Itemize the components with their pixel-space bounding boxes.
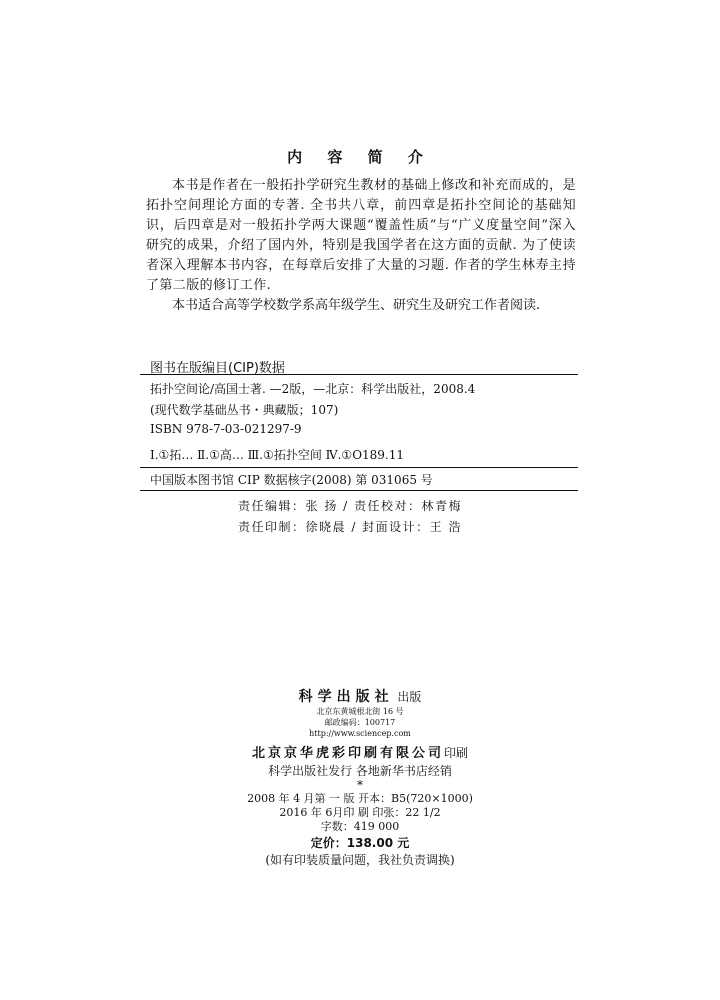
separator-star: *	[357, 778, 363, 792]
edition-line: 字数：419 000	[320, 820, 400, 833]
publisher-name: 科学出版社	[298, 689, 394, 705]
publisher-postcode: 邮政编码：100717	[324, 718, 396, 727]
summary-section	[146, 176, 576, 316]
editorial-credits	[238, 496, 462, 538]
edition-line: 2008 年 4 月第 一 版 开本：B5(720×1000)	[247, 792, 473, 805]
edition-line: 2016 年 6月印 刷 印张：22 1/2	[279, 806, 441, 819]
price: 定价：138.00 元	[310, 836, 410, 850]
divider	[140, 467, 578, 468]
publisher-address: 北京东黄城根北街 16 号	[316, 707, 404, 716]
page-title: 内 容 简 介	[287, 148, 433, 166]
publisher-line	[0, 686, 720, 706]
cip-line: ISBN 978-7-03-021297-9	[150, 422, 302, 436]
distribution-line: 科学出版社发行 各地新华书店经销	[268, 764, 452, 778]
quality-note: (如有印装质量问题，我社负责调换)	[265, 853, 455, 867]
credit-line: 责任印制：徐晓晨 / 封面设计：王 浩	[238, 520, 462, 534]
publisher-role: 出版	[393, 690, 422, 704]
cip-title: 图书在版编目(CIP)数据	[150, 361, 285, 376]
cip-line: 中国版本图书馆 CIP 数据核字(2008) 第 031065 号	[150, 473, 433, 487]
cip-line: 拓扑空间论/高国士著. —2版，—北京：科学出版社，2008.4	[150, 382, 476, 396]
cip-line: Ⅰ.①拓… Ⅱ.①高… Ⅲ.①拓扑空间 Ⅳ.①O189.11	[150, 448, 405, 462]
printer-name: 北京京华虎彩印刷有限公司	[251, 746, 444, 761]
credit-line: 责任编辑：张 扬 / 责任校对：林青梅	[238, 499, 462, 513]
publisher-block	[0, 686, 720, 869]
publisher-url: http://www.sciencep.com	[309, 729, 411, 738]
printer-line	[0, 742, 720, 762]
printer-role: 印刷	[444, 746, 469, 760]
summary-paragraph: 本书是作者在一般拓扑学研究生教材的基础上修改和补充而成的，是拓扑空间理论方面的专著. 全书共八章，前四章是拓扑空间论的基础知识，后四章是对一般拓扑学两大课题“覆盖性质”与“广义度量空间”深入研究的成果，介绍了国内外，特别是我国学者在这方面的贡献. 为了使读者深入理解本书内容，在每章后安排了大量的习题. 作者的学生林寿主持了第二版的修订工作.	[146, 178, 576, 293]
summary-paragraph: 本书适合高等学校数学系高年级学生、研究生及研究工作者阅读.	[172, 298, 541, 313]
cip-line: (现代数学基础丛书・典藏版；107)	[150, 403, 339, 417]
cip-record	[140, 374, 578, 491]
